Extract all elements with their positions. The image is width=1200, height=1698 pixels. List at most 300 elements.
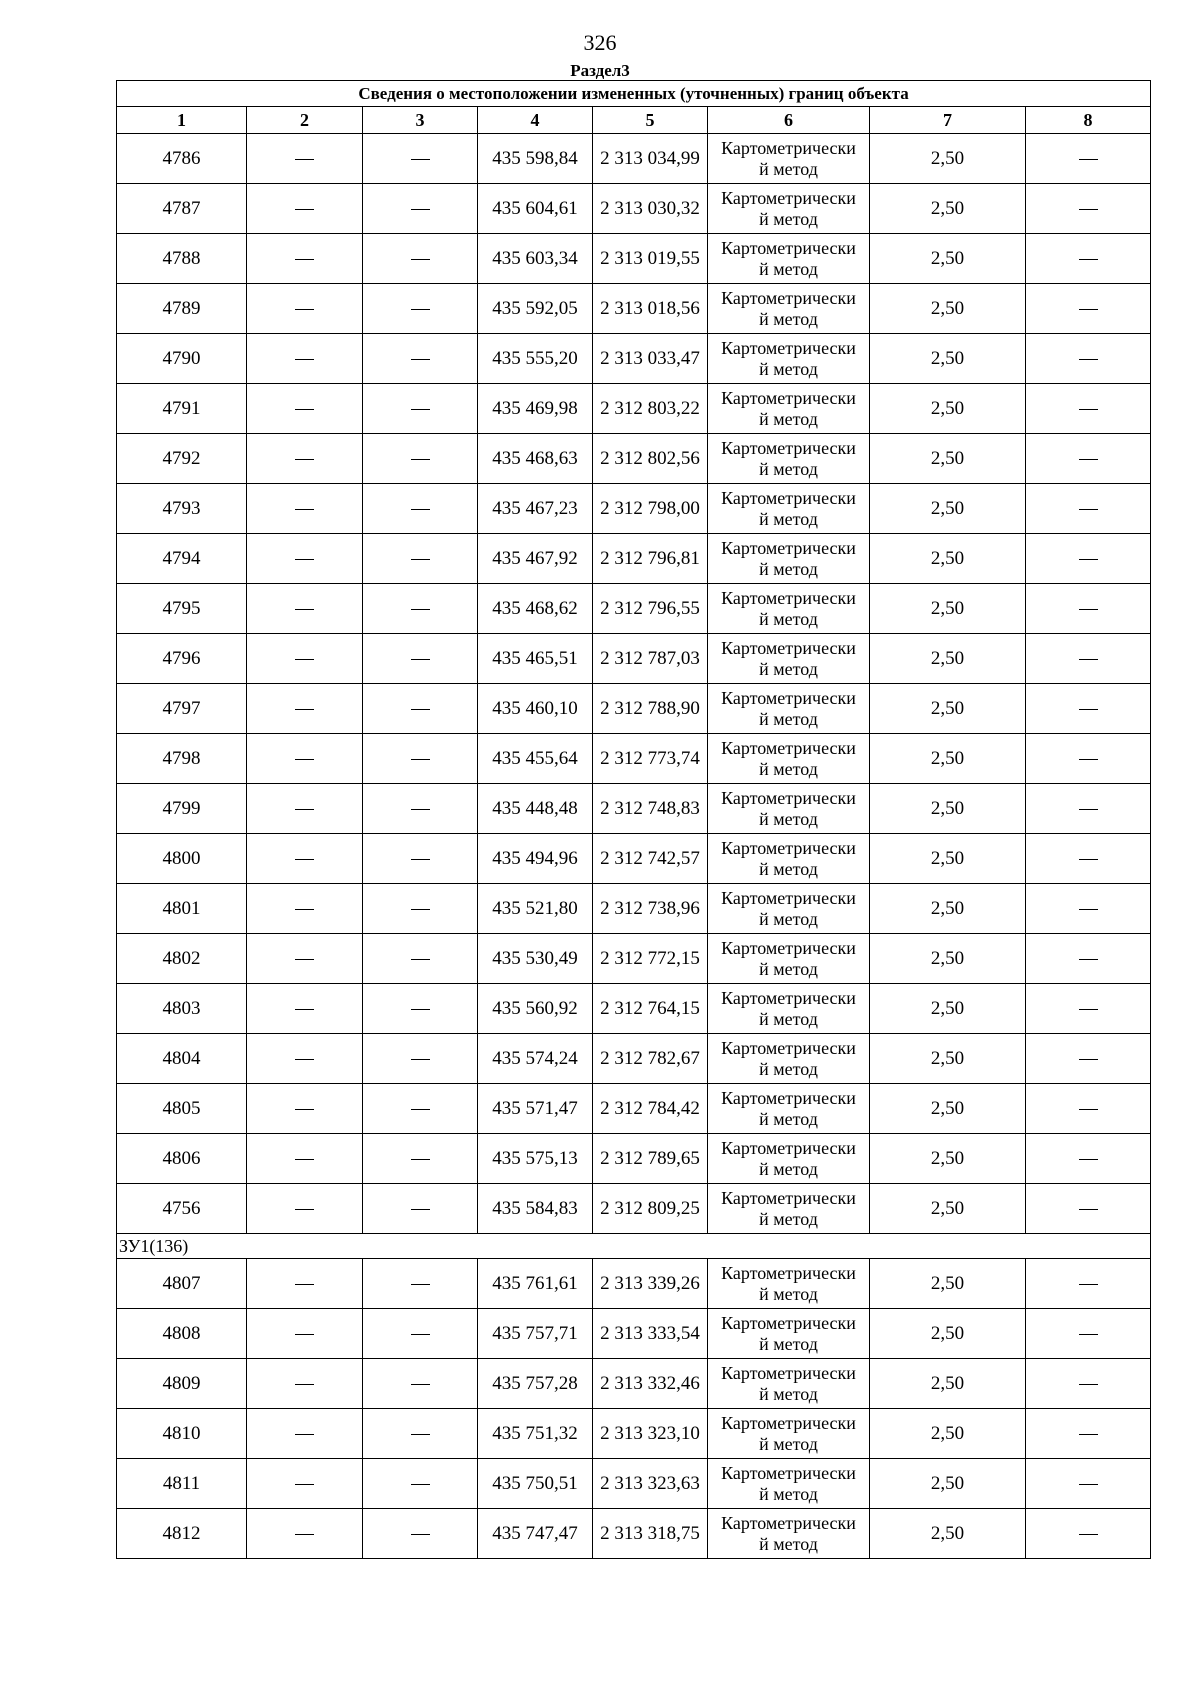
dash-mark [295,759,314,760]
table-row [117,384,1151,434]
column-2-dash-cell [247,1084,363,1134]
method-line-1: Картометрически [721,487,856,508]
method-line-1: Картометрически [721,787,856,808]
dash-mark [295,259,314,260]
dash-mark [295,409,314,410]
x-coordinate-cell: 435 592,05 [478,284,593,334]
dash-mark [295,1434,314,1435]
dash-mark [411,659,430,660]
y-coordinate-cell: 2 313 018,56 [593,284,708,334]
dash-mark [295,1534,314,1535]
method-cell [708,884,870,934]
method-line-1: Картометрически [721,687,856,708]
point-number-cell: 4795 [117,584,247,634]
method-line-2: й метод [759,958,818,979]
y-coordinate-cell: 2 312 782,67 [593,1034,708,1084]
dash-mark [411,559,430,560]
column-8-dash-cell [1026,884,1151,934]
method-line-1: Картометрически [721,1312,856,1333]
y-coordinate-cell: 2 313 318,75 [593,1509,708,1559]
method-cell [708,1134,870,1184]
table-row [117,1509,1151,1559]
dash-mark [295,1159,314,1160]
column-header: 2 [247,107,363,134]
group-row [117,1234,1151,1259]
method-line-1: Картометрически [721,1137,856,1158]
x-coordinate-cell: 435 467,92 [478,534,593,584]
method-line-2: й метод [759,208,818,229]
column-3-dash-cell [363,484,478,534]
y-coordinate-cell: 2 313 323,63 [593,1459,708,1509]
dash-mark [411,1009,430,1010]
dash-mark [295,1109,314,1110]
method-line-2: й метод [759,1058,818,1079]
method-cell [708,734,870,784]
column-3-dash-cell [363,984,478,1034]
column-2-dash-cell [247,484,363,534]
dash-mark [1079,1109,1098,1110]
column-3-dash-cell [363,1259,478,1309]
method-line-1: Картометрически [721,987,856,1008]
table-row [117,884,1151,934]
column-2-dash-cell [247,1259,363,1309]
dash-mark [1079,909,1098,910]
method-line-2: й метод [759,808,818,829]
point-number-cell: 4798 [117,734,247,784]
accuracy-cell: 2,50 [870,1134,1026,1184]
accuracy-cell: 2,50 [870,834,1026,884]
method-cell [708,634,870,684]
point-number-cell: 4793 [117,484,247,534]
method-line-2: й метод [759,858,818,879]
dash-mark [1079,209,1098,210]
dash-mark [1079,659,1098,660]
dash-mark [295,159,314,160]
y-coordinate-cell: 2 313 034,99 [593,134,708,184]
point-number-cell: 4788 [117,234,247,284]
y-coordinate-cell: 2 312 796,55 [593,584,708,634]
column-2-dash-cell [247,434,363,484]
accuracy-cell: 2,50 [870,734,1026,784]
x-coordinate-cell: 435 468,62 [478,584,593,634]
column-8-dash-cell [1026,134,1151,184]
x-coordinate-cell: 435 598,84 [478,134,593,184]
accuracy-cell: 2,50 [870,284,1026,334]
coordinates-table [116,80,1151,1559]
x-coordinate-cell: 435 750,51 [478,1459,593,1509]
method-line-1: Картометрически [721,1187,856,1208]
accuracy-cell: 2,50 [870,1259,1026,1309]
column-3-dash-cell [363,184,478,234]
y-coordinate-cell: 2 312 738,96 [593,884,708,934]
dash-mark [295,559,314,560]
y-coordinate-cell: 2 312 798,00 [593,484,708,534]
dash-mark [411,209,430,210]
column-2-dash-cell [247,1459,363,1509]
column-2-dash-cell [247,384,363,434]
accuracy-cell: 2,50 [870,184,1026,234]
column-header: 1 [117,107,247,134]
column-8-dash-cell [1026,484,1151,534]
column-3-dash-cell [363,1359,478,1409]
method-cell [708,584,870,634]
accuracy-cell: 2,50 [870,1184,1026,1234]
method-cell [708,284,870,334]
column-header: 4 [478,107,593,134]
table-header-row [117,107,1151,134]
point-number-cell: 4804 [117,1034,247,1084]
dash-mark [411,1384,430,1385]
method-line-1: Картометрически [721,1412,856,1433]
x-coordinate-cell: 435 751,32 [478,1409,593,1459]
column-8-dash-cell [1026,1309,1151,1359]
column-3-dash-cell [363,684,478,734]
method-line-1: Картометрически [721,1462,856,1483]
dash-mark [1079,1209,1098,1210]
point-number-cell: 4802 [117,934,247,984]
accuracy-cell: 2,50 [870,784,1026,834]
table-row [117,1309,1151,1359]
column-3-dash-cell [363,734,478,784]
column-8-dash-cell [1026,684,1151,734]
method-line-1: Картометрически [721,837,856,858]
column-2-dash-cell [247,734,363,784]
table-row [117,1259,1151,1309]
y-coordinate-cell: 2 312 802,56 [593,434,708,484]
point-number-cell: 4806 [117,1134,247,1184]
method-line-1: Картометрически [721,1262,856,1283]
method-line-2: й метод [759,358,818,379]
dash-mark [295,809,314,810]
table-row [117,234,1151,284]
accuracy-cell: 2,50 [870,434,1026,484]
column-3-dash-cell [363,1034,478,1084]
column-2-dash-cell [247,134,363,184]
column-3-dash-cell [363,334,478,384]
column-8-dash-cell [1026,1184,1151,1234]
point-number-cell: 4805 [117,1084,247,1134]
column-2-dash-cell [247,934,363,984]
dash-mark [1079,359,1098,360]
method-line-2: й метод [759,458,818,479]
y-coordinate-cell: 2 312 788,90 [593,684,708,734]
point-number-cell: 4807 [117,1259,247,1309]
dash-mark [1079,1059,1098,1060]
method-line-1: Картометрически [721,337,856,358]
column-3-dash-cell [363,1409,478,1459]
point-number-cell: 4792 [117,434,247,484]
column-2-dash-cell [247,684,363,734]
dash-mark [1079,1434,1098,1435]
column-3-dash-cell [363,1134,478,1184]
point-number-cell: 4811 [117,1459,247,1509]
y-coordinate-cell: 2 313 332,46 [593,1359,708,1409]
column-3-dash-cell [363,434,478,484]
column-2-dash-cell [247,184,363,234]
column-2-dash-cell [247,1359,363,1409]
table-row [117,1409,1151,1459]
column-3-dash-cell [363,1509,478,1559]
x-coordinate-cell: 435 574,24 [478,1034,593,1084]
point-number-cell: 4809 [117,1359,247,1409]
dash-mark [411,409,430,410]
dash-mark [1079,959,1098,960]
dash-mark [1079,509,1098,510]
method-line-2: й метод [759,758,818,779]
accuracy-cell: 2,50 [870,1409,1026,1459]
dash-mark [295,459,314,460]
method-line-1: Картометрически [721,1087,856,1108]
method-cell [708,684,870,734]
column-8-dash-cell [1026,984,1151,1034]
table-row [117,1134,1151,1184]
x-coordinate-cell: 435 603,34 [478,234,593,284]
y-coordinate-cell: 2 312 809,25 [593,1184,708,1234]
dash-mark [411,1284,430,1285]
accuracy-cell: 2,50 [870,334,1026,384]
method-line-2: й метод [759,1383,818,1404]
method-cell [708,1084,870,1134]
column-8-dash-cell [1026,734,1151,784]
dash-mark [295,1334,314,1335]
table-row [117,584,1151,634]
column-8-dash-cell [1026,334,1151,384]
dash-mark [295,1484,314,1485]
x-coordinate-cell: 435 465,51 [478,634,593,684]
column-8-dash-cell [1026,834,1151,884]
y-coordinate-cell: 2 312 787,03 [593,634,708,684]
method-cell [708,984,870,1034]
column-2-dash-cell [247,534,363,584]
point-number-cell: 4796 [117,634,247,684]
x-coordinate-cell: 435 571,47 [478,1084,593,1134]
column-8-dash-cell [1026,1034,1151,1084]
dash-mark [411,359,430,360]
method-cell [708,1259,870,1309]
x-coordinate-cell: 435 555,20 [478,334,593,384]
table-row [117,1184,1151,1234]
method-line-1: Картометрически [721,587,856,608]
x-coordinate-cell: 435 575,13 [478,1134,593,1184]
y-coordinate-cell: 2 313 323,10 [593,1409,708,1459]
dash-mark [411,609,430,610]
column-2-dash-cell [247,1309,363,1359]
column-2-dash-cell [247,334,363,384]
column-8-dash-cell [1026,434,1151,484]
method-cell [708,1509,870,1559]
method-cell [708,534,870,584]
dash-mark [295,959,314,960]
accuracy-cell: 2,50 [870,134,1026,184]
method-cell [708,134,870,184]
dash-mark [295,359,314,360]
column-3-dash-cell [363,534,478,584]
method-line-1: Картометрически [721,137,856,158]
column-header: 5 [593,107,708,134]
x-coordinate-cell: 435 455,64 [478,734,593,784]
table-row [117,634,1151,684]
dash-mark [1079,409,1098,410]
x-coordinate-cell: 435 604,61 [478,184,593,234]
accuracy-cell: 2,50 [870,984,1026,1034]
table-row [117,134,1151,184]
dash-mark [1079,1009,1098,1010]
method-cell [708,784,870,834]
dash-mark [295,209,314,210]
dash-mark [295,659,314,660]
dash-mark [411,459,430,460]
method-line-1: Картометрически [721,187,856,208]
accuracy-cell: 2,50 [870,934,1026,984]
y-coordinate-cell: 2 313 019,55 [593,234,708,284]
column-2-dash-cell [247,1409,363,1459]
column-8-dash-cell [1026,1409,1151,1459]
column-3-dash-cell [363,1459,478,1509]
method-cell [708,1034,870,1084]
dash-mark [411,959,430,960]
accuracy-cell: 2,50 [870,1309,1026,1359]
dash-mark [1079,809,1098,810]
column-8-dash-cell [1026,534,1151,584]
x-coordinate-cell: 435 757,71 [478,1309,593,1359]
dash-mark [411,1484,430,1485]
accuracy-cell: 2,50 [870,1084,1026,1134]
point-number-cell: 4791 [117,384,247,434]
y-coordinate-cell: 2 312 773,74 [593,734,708,784]
accuracy-cell: 2,50 [870,884,1026,934]
x-coordinate-cell: 435 584,83 [478,1184,593,1234]
y-coordinate-cell: 2 312 784,42 [593,1084,708,1134]
table-row [117,184,1151,234]
column-8-dash-cell [1026,1459,1151,1509]
point-number-cell: 4790 [117,334,247,384]
y-coordinate-cell: 2 313 030,32 [593,184,708,234]
method-line-1: Картометрически [721,237,856,258]
dash-mark [411,1109,430,1110]
column-header: 6 [708,107,870,134]
dash-mark [1079,1384,1098,1385]
table-row [117,284,1151,334]
point-number-cell: 4801 [117,884,247,934]
column-2-dash-cell [247,884,363,934]
y-coordinate-cell: 2 313 033,47 [593,334,708,384]
y-coordinate-cell: 2 312 803,22 [593,384,708,434]
method-line-2: й метод [759,158,818,179]
method-line-1: Картометрически [721,437,856,458]
column-8-dash-cell [1026,1509,1151,1559]
method-line-2: й метод [759,1533,818,1554]
column-8-dash-cell [1026,234,1151,284]
method-line-2: й метод [759,1483,818,1504]
dash-mark [1079,459,1098,460]
dash-mark [295,1284,314,1285]
x-coordinate-cell: 435 448,48 [478,784,593,834]
column-8-dash-cell [1026,1259,1151,1309]
accuracy-cell: 2,50 [870,234,1026,284]
method-line-1: Картометрически [721,887,856,908]
method-line-2: й метод [759,1008,818,1029]
x-coordinate-cell: 435 460,10 [478,684,593,734]
x-coordinate-cell: 435 467,23 [478,484,593,534]
dash-mark [411,1334,430,1335]
point-number-cell: 4812 [117,1509,247,1559]
table-row [117,934,1151,984]
method-line-2: й метод [759,1333,818,1354]
point-number-cell: 4786 [117,134,247,184]
y-coordinate-cell: 2 313 333,54 [593,1309,708,1359]
method-line-2: й метод [759,908,818,929]
dash-mark [1079,759,1098,760]
x-coordinate-cell: 435 469,98 [478,384,593,434]
column-8-dash-cell [1026,184,1151,234]
column-3-dash-cell [363,784,478,834]
dash-mark [411,1434,430,1435]
point-number-cell: 4799 [117,784,247,834]
method-line-2: й метод [759,1433,818,1454]
table-caption-row [117,81,1151,107]
dash-mark [1079,309,1098,310]
method-cell [708,1359,870,1409]
column-3-dash-cell [363,834,478,884]
column-3-dash-cell [363,884,478,934]
column-2-dash-cell [247,284,363,334]
column-2-dash-cell [247,984,363,1034]
method-line-2: й метод [759,658,818,679]
column-3-dash-cell [363,234,478,284]
point-number-cell: 4810 [117,1409,247,1459]
method-line-2: й метод [759,508,818,529]
y-coordinate-cell: 2 312 742,57 [593,834,708,884]
method-line-1: Картометрически [721,387,856,408]
method-line-2: й метод [759,408,818,429]
y-coordinate-cell: 2 312 748,83 [593,784,708,834]
x-coordinate-cell: 435 530,49 [478,934,593,984]
column-2-dash-cell [247,834,363,884]
method-line-1: Картометрически [721,537,856,558]
method-cell [708,234,870,284]
method-line-2: й метод [759,1108,818,1129]
table-row [117,834,1151,884]
accuracy-cell: 2,50 [870,584,1026,634]
accuracy-cell: 2,50 [870,684,1026,734]
accuracy-cell: 2,50 [870,634,1026,684]
dash-mark [295,1059,314,1060]
dash-mark [295,909,314,910]
method-line-2: й метод [759,308,818,329]
table-row [117,1034,1151,1084]
method-cell [708,934,870,984]
point-number-cell: 4797 [117,684,247,734]
column-3-dash-cell [363,1309,478,1359]
x-coordinate-cell: 435 494,96 [478,834,593,884]
dash-mark [1079,859,1098,860]
dash-mark [295,859,314,860]
dash-mark [411,1534,430,1535]
column-header: 3 [363,107,478,134]
method-line-2: й метод [759,558,818,579]
x-coordinate-cell: 435 521,80 [478,884,593,934]
method-cell [708,1459,870,1509]
point-number-cell: 4756 [117,1184,247,1234]
method-line-1: Картометрически [721,1037,856,1058]
y-coordinate-cell: 2 313 339,26 [593,1259,708,1309]
table-row [117,1084,1151,1134]
y-coordinate-cell: 2 312 772,15 [593,934,708,984]
dash-mark [1079,1334,1098,1335]
method-cell [708,184,870,234]
accuracy-cell: 2,50 [870,484,1026,534]
method-cell [708,834,870,884]
